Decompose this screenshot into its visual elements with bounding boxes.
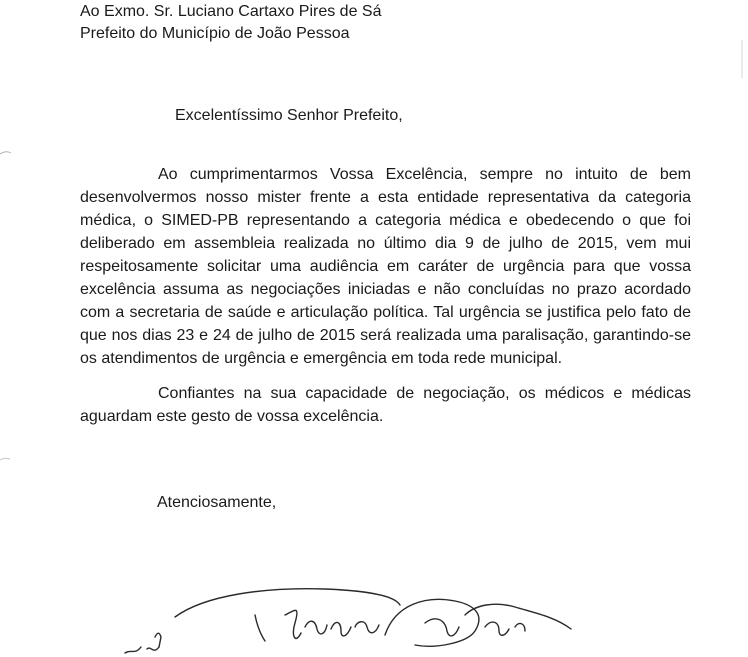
handwritten-signature	[95, 575, 595, 657]
salutation: Excelentíssimo Senhor Prefeito,	[175, 107, 403, 124]
recipient-block	[80, 1, 381, 45]
scan-mark-3	[736, 40, 748, 80]
body-paragraph-1: Ao cumprimentarmos Vossa Excelência, sempre no intuito de bem desenvolvermos nosso mister frente a esta entidade representativa da categoria médica, o SIMED-PB representando a categoria médica e obedecendo o que foi deliberado em assembleia realizada no último dia 9 de julho de 2015, vem mui respeitosamente solicitar uma audiência em caráter de urgência para que vossa excelência assuma as negociações iniciadas e não concluídas no prazo acordado com a secretaria de saúde e articulação política. Tal urgência se justifica pelo fato de que nos dias 23 e 24 de julho de 2015 será realizada uma paralisação, garantindo-se os atendimentos de urgência e emergência em toda rede municipal.	[80, 166, 691, 367]
recipient-title: Prefeito do Município de João Pessoa	[80, 25, 350, 42]
body-paragraph-2: Confiantes na sua capacidade de negociação, os médicos e médicas aguardam este gesto de vossa excelência.	[80, 385, 691, 425]
recipient-name: Ao Exmo. Sr. Luciano Cartaxo Pires de Sá	[80, 3, 382, 20]
scan-mark-2	[0, 455, 12, 465]
closing-text: Atenciosamente,	[157, 494, 277, 511]
scan-mark-1	[0, 148, 12, 160]
letter-body	[80, 163, 691, 428]
